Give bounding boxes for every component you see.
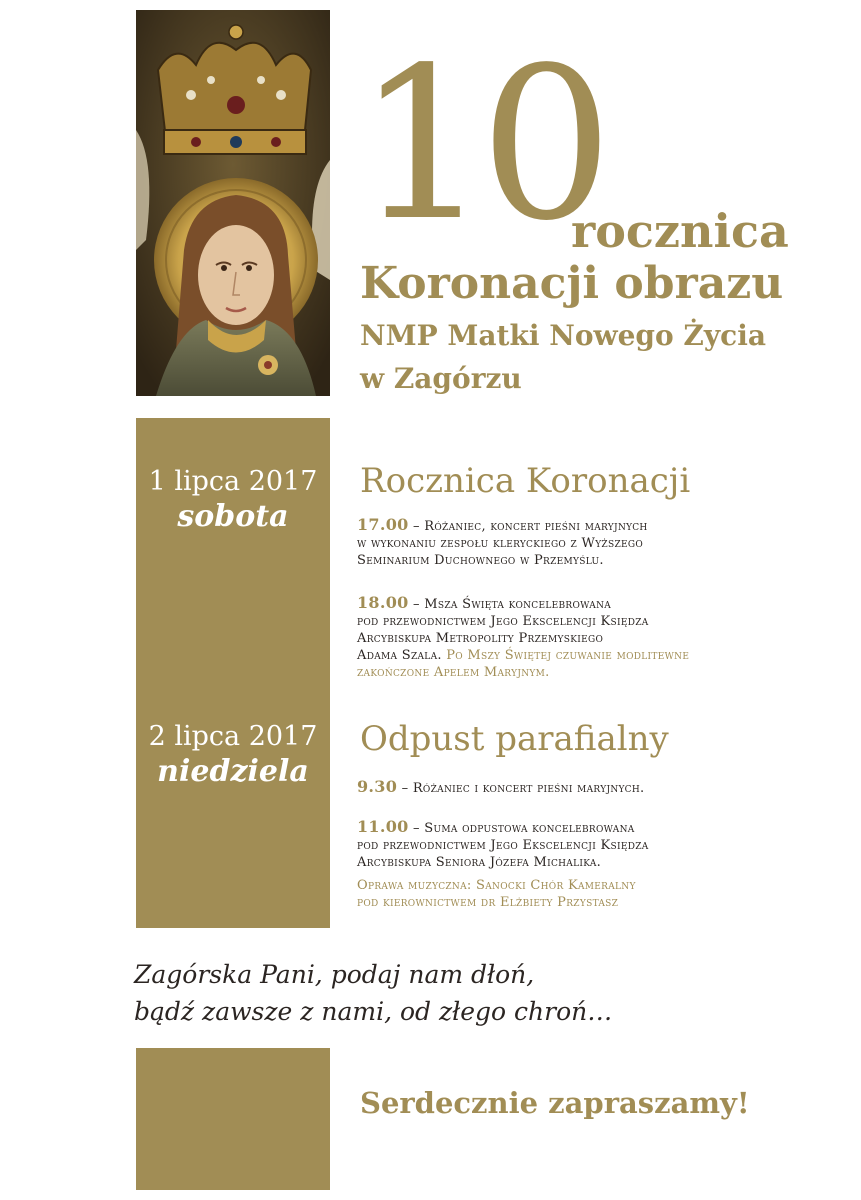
entry-text: Adama Szala.	[357, 648, 442, 663]
entry-note: Po Mszy Świętej czuwanie modlitewne	[441, 648, 690, 663]
entry-time: 11.00	[357, 817, 409, 836]
invitation: Serdecznie zapraszamy!	[360, 1086, 750, 1120]
schedule-entry-4	[357, 818, 797, 871]
title-rocznica: rocznica	[571, 204, 789, 258]
entry-note: Oprawa muzyczna: Sanocki Chór Kameralny	[357, 878, 636, 893]
title-koronacji: Koronacji obrazu	[360, 258, 784, 309]
entry-text: pod przewodnictwem Jego Ekscelencji Księdza	[357, 838, 649, 853]
date-day-2	[136, 721, 330, 789]
date-2: 2 lipca 2017	[148, 721, 318, 752]
heading-day-1: Rocznica Koronacji	[360, 461, 691, 501]
entry-text: Arcybiskupa Seniora Józefa Michalika.	[357, 855, 602, 870]
title-zagorz: w Zagórzu	[360, 362, 522, 395]
schedule-entry-1	[357, 516, 797, 569]
entry-text: Seminarium Duchownego w Przemyślu.	[357, 553, 604, 568]
entry-text: pod przewodnictwem Jego Ekscelencji Księdza	[357, 614, 649, 629]
madonna-painting	[136, 10, 330, 396]
entry-text: – Różaniec i koncert pieśni maryjnych.	[397, 781, 645, 796]
weekday-1: sobota	[177, 499, 289, 534]
quote	[134, 956, 612, 1030]
schedule-entry-3	[357, 778, 797, 797]
schedule-entry-2	[357, 594, 797, 681]
title-nmp: NMP Matki Nowego Życia	[360, 319, 766, 352]
madonna-image	[136, 10, 330, 396]
music-note	[357, 877, 797, 911]
entry-text: – Msza Święta koncelebrowana	[408, 597, 612, 612]
entry-time: 18.00	[357, 593, 409, 612]
heading-day-2: Odpust parafialny	[360, 719, 669, 759]
entry-note: zakończone Apelem Maryjnym.	[357, 665, 550, 680]
entry-note: pod kierownictwem dr Elżbiety Przystasz	[357, 895, 619, 910]
weekday-2: niedziela	[157, 754, 309, 789]
entry-time: 9.30	[357, 777, 398, 796]
quote-line-1: Zagórska Pani, podaj nam dłoń,	[134, 960, 535, 989]
gold-panel-bottom	[136, 1048, 330, 1190]
entry-text: w wykonaniu zespołu kleryckiego z Wyższego	[357, 536, 644, 551]
entry-text: – Suma odpustowa koncelebrowana	[408, 821, 635, 836]
date-1: 1 lipca 2017	[148, 466, 318, 497]
entry-text: – Różaniec, koncert pieśni maryjnych	[408, 519, 648, 534]
date-day-1	[136, 466, 330, 534]
entry-text: Arcybiskupa Metropolity Przemyskiego	[357, 631, 604, 646]
quote-line-2: bądź zawsze z nami, od złego chroń…	[134, 997, 613, 1026]
title-number: 10	[356, 22, 604, 267]
entry-time: 17.00	[357, 515, 409, 534]
